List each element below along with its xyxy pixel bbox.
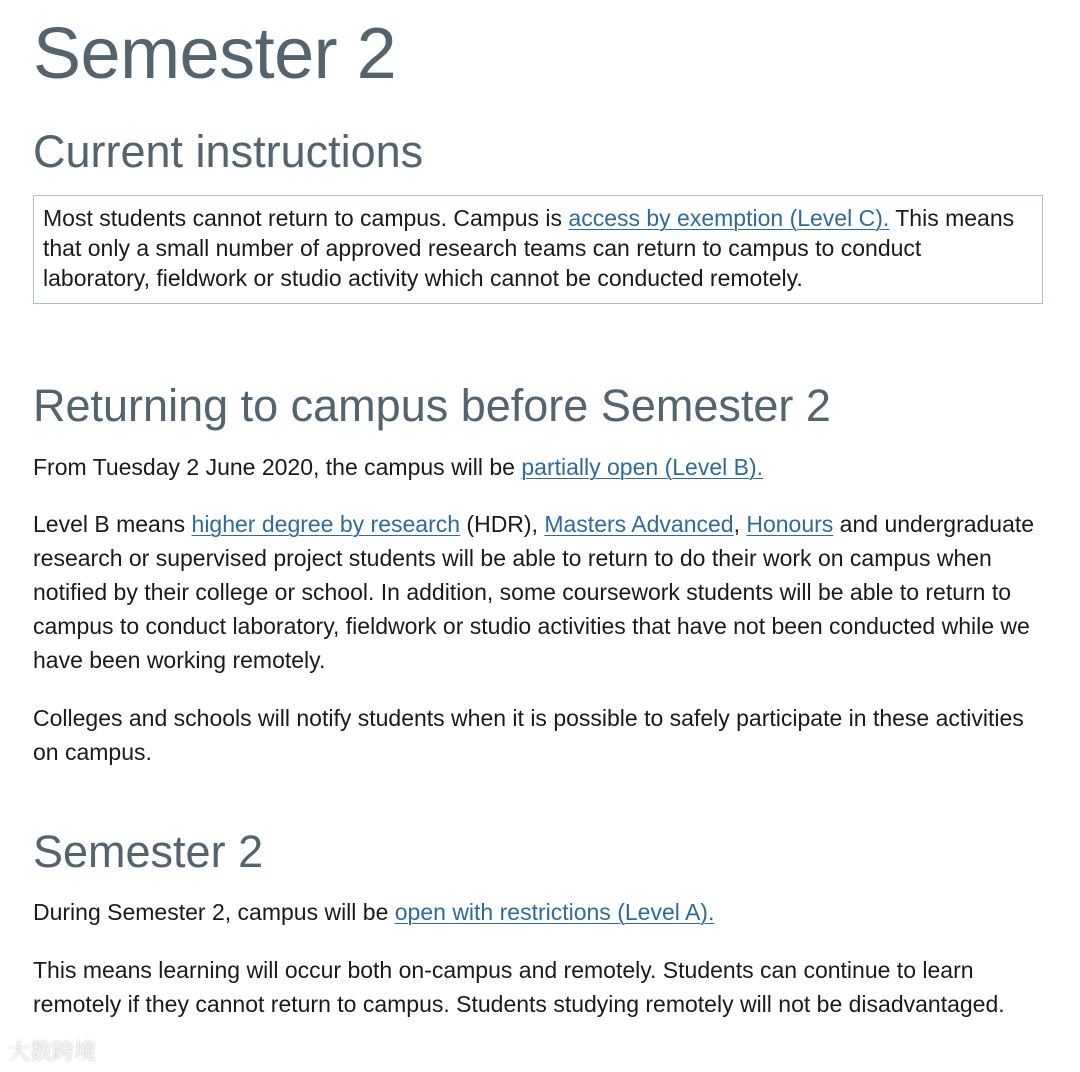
learning-remotely-paragraph: This means learning will occur both on-campus and remotely. Students can continue to learn remotely if they cannot return to campus. Students studying remotely will not be disadvantaged.	[33, 957, 1005, 1017]
watermark: 大数跨境	[8, 1039, 97, 1064]
paragraph-text: During Semester 2, campus will be	[33, 899, 395, 925]
level-b-paragraph	[33, 507, 1045, 677]
colleges-notify-paragraph: Colleges and schools will notify students when it is possible to safely participate in these activities on campus.	[33, 705, 1024, 765]
partially-open-link[interactable]: partially open (Level B).	[521, 454, 763, 480]
honours-link[interactable]: Honours	[746, 511, 834, 537]
returning-to-campus-heading: Returning to campus before Semester 2	[33, 380, 831, 431]
current-instructions-callout	[33, 195, 1043, 304]
paragraph-text: From Tuesday 2 June 2020, the campus will be	[33, 454, 522, 480]
partially-open-paragraph	[33, 450, 1045, 484]
current-instructions-heading: Current instructions	[33, 126, 424, 177]
open-with-restrictions-link[interactable]: open with restrictions (Level A).	[394, 899, 715, 925]
paragraph-text: Level B means	[33, 511, 192, 537]
access-by-exemption-link[interactable]: access by exemption (Level C).	[568, 205, 890, 231]
paragraph-text: and undergraduate research or supervised project students will be able to return to do their work on campus when notified by their college or school. In addition, some coursework students will be able to return to campus to conduct laboratory, fieldwork or studio activities that have not been conducted while we have been working remotely.	[33, 511, 1035, 673]
higher-degree-by-research-link[interactable]: higher degree by research	[191, 511, 461, 537]
semester-2-heading: Semester 2	[33, 826, 264, 877]
masters-advanced-link[interactable]: Masters Advanced	[544, 511, 734, 537]
paragraph-text: (HDR),	[460, 511, 545, 537]
paragraph-text: ,	[733, 511, 747, 537]
open-with-restrictions-paragraph	[33, 895, 1045, 929]
page-title: Semester 2	[33, 14, 397, 94]
callout-text-after: This means that only a small number of approved research teams can return to campus to conduct laboratory, fieldwork or studio activity which cannot be conducted remotely.	[43, 205, 1015, 291]
callout-text-before: Most students cannot return to campus. Campus is	[43, 205, 569, 231]
